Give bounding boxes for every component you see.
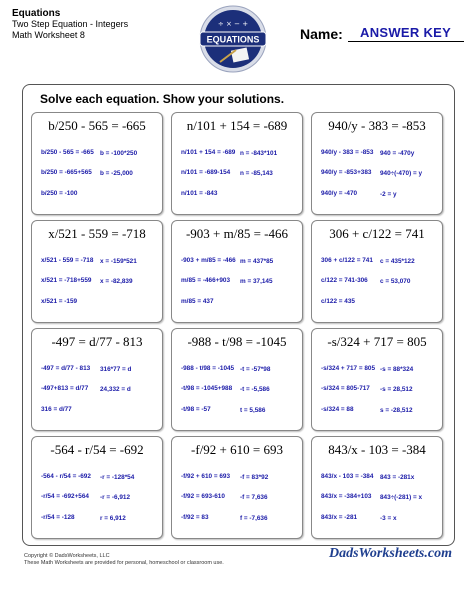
solution-step: -r/54 = -692+564	[41, 493, 89, 500]
solution-step: x/521 - 559 = -718	[41, 257, 94, 264]
solution-step: 940÷(-470) = y	[380, 170, 423, 177]
solution-step: -t/98 = -57	[181, 406, 211, 413]
solution-step: n/101 + 154 = -689	[181, 149, 236, 156]
name-label: Name:	[300, 26, 343, 42]
problem-card	[31, 328, 163, 431]
solution-step: 843÷(-281) = x	[380, 494, 423, 501]
problem-equation: b/250 - 565 = -665	[48, 118, 146, 133]
problem-equation: 843/x - 103 = -384	[328, 442, 426, 457]
solution-step: -t = -5,586	[240, 386, 270, 393]
solution-step: x/521 = -159	[41, 298, 78, 305]
solution-step: c = 53,070	[380, 278, 411, 285]
solution-step: -f/92 + 610 = 693	[181, 473, 231, 480]
worksheet-header	[12, 8, 128, 41]
solution-step: b/250 = -100	[41, 190, 78, 197]
footer	[24, 553, 224, 567]
solution-step: n = -85,143	[240, 170, 273, 177]
solution-step: m/85 = 437	[181, 298, 214, 305]
problem-card	[311, 220, 443, 323]
problem-card	[171, 112, 303, 215]
solution-step: -988 - t/98 = -1045	[181, 365, 235, 372]
solution-step: 316*77 = d	[100, 366, 132, 373]
solution-step: b = -100*250	[100, 150, 138, 157]
solution-step: c = 435*122	[380, 258, 415, 265]
solution-step: x = -82,839	[100, 278, 133, 285]
problem-equation: -988 - t/98 = -1045	[187, 334, 287, 349]
solution-step: -t/98 = -1045+988	[181, 385, 233, 392]
problem-card	[171, 220, 303, 323]
solution-step: -f = 83*92	[240, 474, 269, 481]
problem-card	[311, 112, 443, 215]
solution-step: n/101 = -843	[181, 190, 218, 197]
solution-step: m = 37,145	[240, 278, 273, 285]
solution-step: m = 437*85	[240, 258, 274, 265]
solution-step: -2 = y	[380, 191, 397, 198]
problem-card	[311, 436, 443, 539]
solution-step: -3 = x	[380, 515, 397, 522]
solution-step: 843/x = -281	[321, 514, 358, 521]
instructions: Solve each equation. Show your solutions.	[40, 92, 285, 106]
problem-equation: -s/324 + 717 = 805	[327, 334, 427, 349]
problem-equation: -903 + m/85 = -466	[185, 226, 289, 241]
solution-step: x = -159*521	[100, 258, 137, 265]
solution-step: -t = -57*98	[240, 366, 271, 373]
solution-step: 306 + c/122 = 741	[321, 257, 373, 264]
solution-step: 940/y - 383 = -853	[321, 149, 374, 156]
solution-step: -s/324 + 717 = 805	[321, 365, 376, 372]
solution-step: -f = 7,636	[240, 494, 268, 501]
solution-step: n = -843*101	[240, 150, 278, 157]
solution-step: 940 = -470y	[380, 150, 415, 157]
problem-equation: n/101 + 154 = -689	[186, 118, 288, 133]
solution-step: m/85 = -466+903	[181, 277, 231, 284]
brand-logo: DadsWorksheets.com	[328, 546, 452, 561]
problem-equation: 940/y - 383 = -853	[328, 118, 426, 133]
solution-step: 940/y = -470	[321, 190, 358, 197]
solution-step: b/250 - 565 = -665	[41, 149, 94, 156]
problem-card	[31, 220, 163, 323]
solution-step: -497+813 = d/77	[41, 385, 89, 392]
solution-step: -s = 28,512	[380, 386, 413, 393]
solution-step: 843/x - 103 = -384	[321, 473, 374, 480]
problem-card	[311, 328, 443, 431]
solution-step: s = -28,512	[380, 407, 413, 414]
problem-equation: x/521 - 559 = -718	[48, 226, 146, 241]
answer-key-label: ANSWER KEY	[360, 25, 452, 40]
equations-logo	[198, 4, 268, 74]
solution-step: 843/x = -384+103	[321, 493, 372, 500]
solution-step: -f/92 = 693-610	[181, 493, 225, 500]
solution-step: -s = 88*324	[380, 366, 414, 373]
problem-equation: -564 - r/54 = -692	[50, 442, 144, 457]
name-field	[300, 24, 464, 44]
problem-equation: 306 + c/122 = 741	[329, 226, 425, 241]
worksheet-subject: Equations	[12, 8, 61, 19]
problem-card	[171, 328, 303, 431]
worksheet-topic: Two Step Equation - Integers	[12, 19, 129, 29]
solution-step: b/250 = -665+565	[41, 169, 92, 176]
solution-step: b = -25,000	[100, 170, 133, 177]
solution-step: x/521 = -718+559	[41, 277, 92, 284]
solution-step: r = 6,912	[100, 515, 126, 522]
solution-step: -f/92 = 83	[181, 514, 209, 521]
solution-step: f = -7,636	[240, 515, 268, 522]
problem-card	[171, 436, 303, 539]
problem-equation: -497 = d/77 - 813	[51, 334, 143, 349]
problem-card	[31, 112, 163, 215]
usage-note: These Math Worksheets are provided for personal, homeschool or classroom use.	[24, 560, 224, 566]
copyright-text: Copyright © DadsWorksheets, LLC	[24, 553, 110, 559]
worksheet-number: Math Worksheet 8	[12, 30, 85, 40]
solution-step: -s/324 = 88	[321, 406, 354, 413]
solution-step: -s/324 = 805-717	[321, 385, 370, 392]
solution-step: 24,332 = d	[100, 386, 131, 393]
problem-card	[31, 436, 163, 539]
solution-step: n/101 = -689-154	[181, 169, 231, 176]
svg-text:÷ × − +: ÷ × − +	[217, 20, 249, 28]
problem-equation: -f/92 + 610 = 693	[191, 442, 283, 457]
solution-step: 843 = -281x	[380, 474, 415, 481]
name-underline	[348, 41, 464, 42]
logo-text: EQUATIONS	[206, 34, 260, 45]
solution-step: -564 - r/54 = -692	[41, 473, 91, 480]
solution-step: t = 5,586	[240, 407, 266, 414]
solution-step: -903 + m/85 = -466	[181, 257, 236, 264]
solution-step: 316 = d/77	[41, 406, 72, 413]
solution-step: -497 = d/77 - 813	[41, 365, 91, 372]
solution-step: -r/54 = -128	[41, 514, 75, 521]
solution-step: 940/y = -853+383	[321, 169, 372, 176]
solution-step: -r = -6,912	[100, 494, 131, 501]
solution-step: -r = -128*54	[100, 474, 135, 481]
solution-step: c/122 = 741-306	[321, 277, 368, 284]
solution-step: c/122 = 435	[321, 298, 355, 305]
